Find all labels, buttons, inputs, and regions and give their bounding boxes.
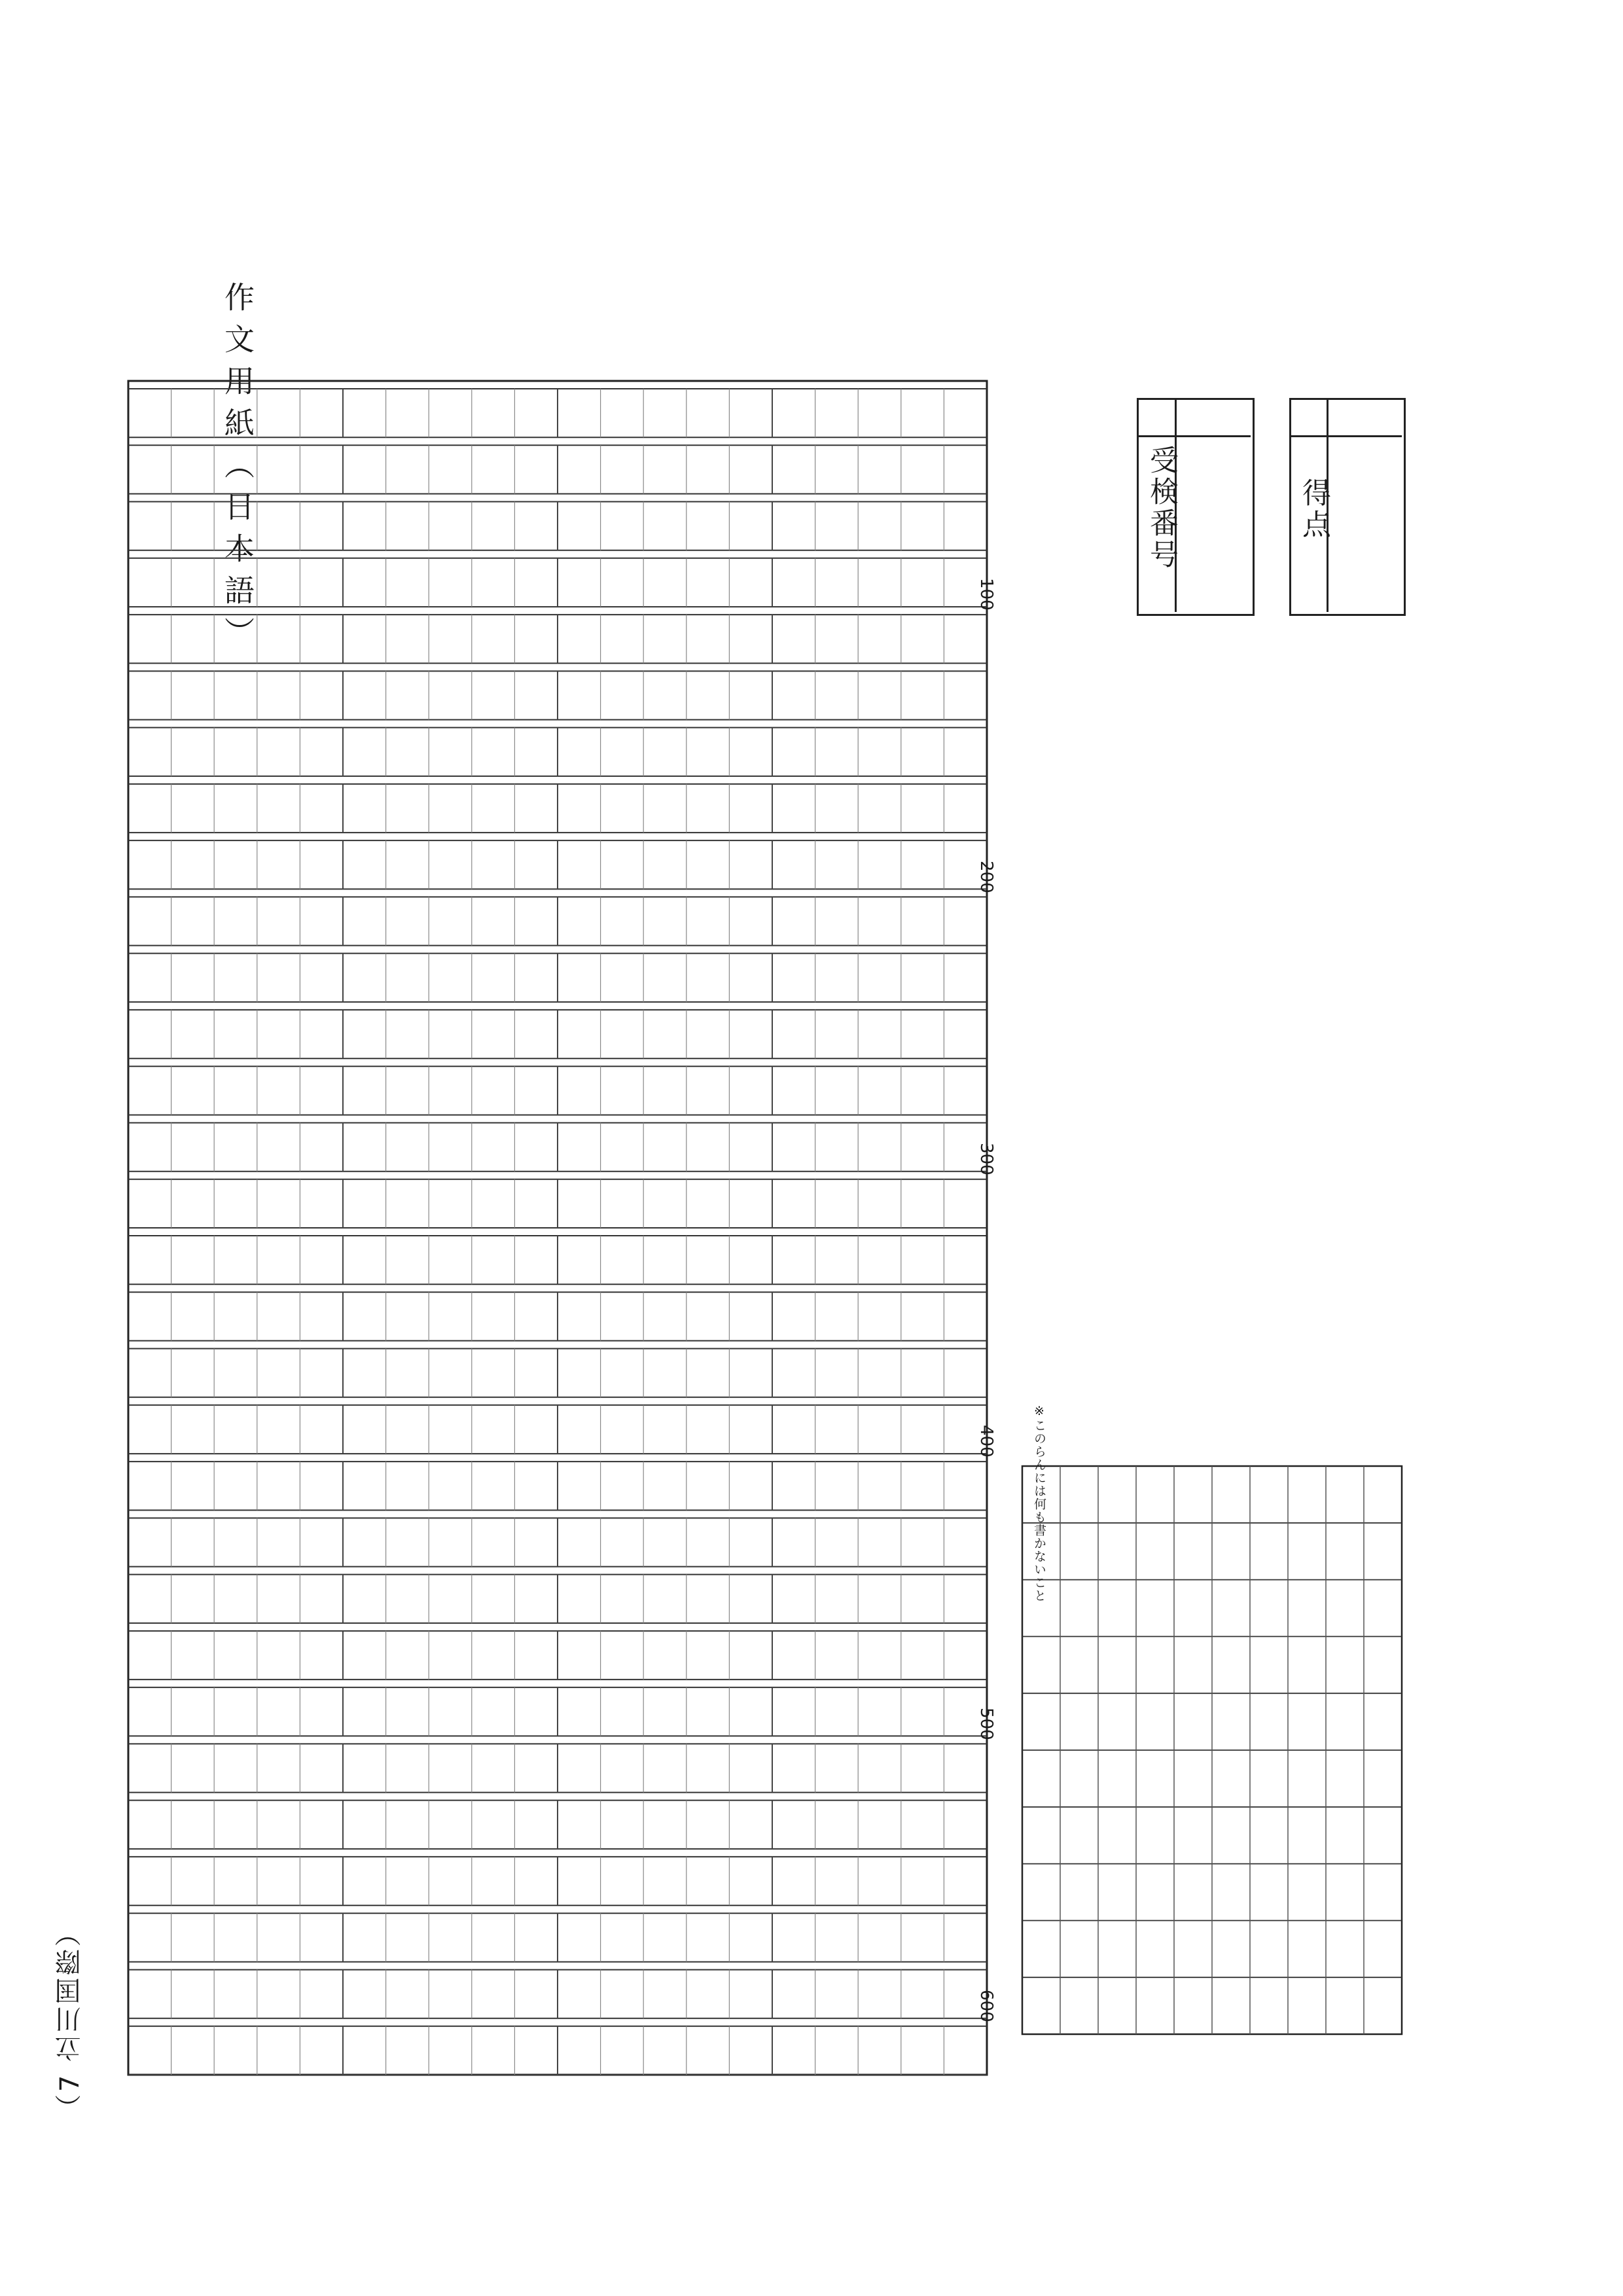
grid-row <box>128 784 987 833</box>
count-marker-300: 300 <box>976 1143 996 1175</box>
score-label: 得点 <box>1297 478 1330 541</box>
grid-row <box>128 1010 987 1058</box>
grid-row <box>128 2026 987 2075</box>
grid-row <box>128 1122 987 1171</box>
grid-row <box>128 389 987 437</box>
count-marker-200: 200 <box>976 860 996 893</box>
grid-row <box>128 1179 987 1228</box>
grid-row <box>128 840 987 889</box>
grid-row <box>128 445 987 493</box>
grid-row <box>128 502 987 550</box>
grid-row <box>128 897 987 945</box>
grid-row <box>128 1066 987 1115</box>
count-marker-400: 400 <box>976 1425 996 1458</box>
count-marker-600: 600 <box>976 1990 996 2022</box>
scoring-area-note: ※このらんには何も書かないこと <box>1032 1404 1046 1602</box>
grid-row <box>128 1969 987 2018</box>
count-marker-500: 500 <box>976 1707 996 1740</box>
school-label: （7 立川国際） <box>55 1918 85 2121</box>
grid-row <box>128 1518 987 1566</box>
exam-number-header-line <box>1137 435 1251 437</box>
count-marker-100: 100 <box>976 578 996 611</box>
grid-row <box>128 1349 987 1397</box>
grid-row <box>128 615 987 663</box>
scoring-grid <box>1022 1466 1402 2034</box>
grid-row <box>128 1687 987 1736</box>
grid-row <box>128 1913 987 1962</box>
grid-row <box>128 1462 987 1510</box>
grid-row <box>128 1857 987 1905</box>
score-header-line <box>1289 435 1402 437</box>
grid-row <box>128 728 987 776</box>
grid-row <box>128 1405 987 1454</box>
grid-row <box>128 558 987 607</box>
grid-row <box>128 1744 987 1792</box>
grid-row <box>128 671 987 719</box>
grid-row <box>128 1236 987 1284</box>
grid-row <box>128 954 987 1002</box>
sheet-title: 作文用紙（日本語） <box>220 281 255 658</box>
grid-row <box>128 1631 987 1679</box>
grid-row <box>128 1575 987 1623</box>
grid-row <box>128 1292 987 1340</box>
exam-number-label: 受検番号 <box>1145 445 1178 571</box>
grid-row <box>128 1801 987 1849</box>
